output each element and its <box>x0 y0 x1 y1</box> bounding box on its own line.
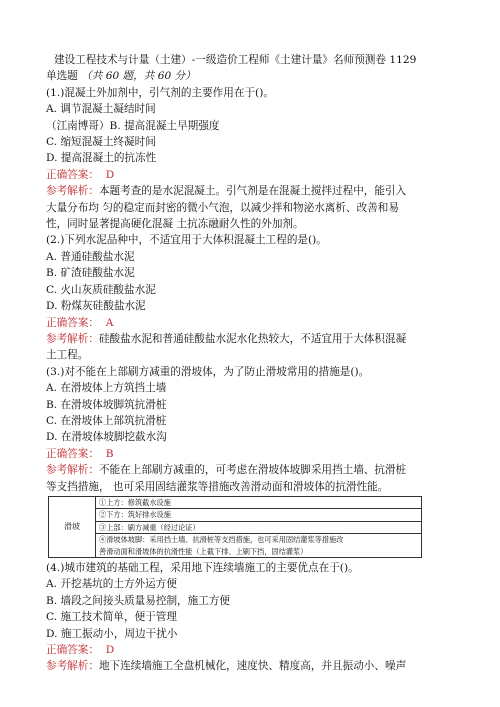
table-head-cell: 滑坡 <box>49 496 96 557</box>
option-c: C. 缩短混凝土终凝时间 <box>46 136 156 149</box>
answer-value: A <box>105 316 114 329</box>
answer-label: 正确答案： <box>46 644 99 657</box>
option-a: A. 调节混凝土凝结时间 <box>46 103 156 116</box>
option-b: （江南博哥）B. 提高混凝土早期强度 <box>46 119 220 132</box>
answer-line <box>46 446 466 462</box>
option-d: D. 施工振动小，周边干扰小 <box>46 627 178 640</box>
answer-value: D <box>105 168 115 181</box>
explanation <box>46 331 466 347</box>
explanation-label: 参考解析： <box>46 464 99 477</box>
question-1 <box>46 85 466 233</box>
explanation-cont: 大量分布均 匀的稳定而封密的微小气泡，以减少拌和物泌水离析、改善和易 <box>46 201 399 214</box>
question-stem: (1.)混凝土外加剂中，引气剂的主要作用在于()。 <box>46 86 274 99</box>
option-b: B. 在滑坡体坡脚筑抗滑桩 <box>46 398 167 411</box>
explanation-label: 参考解析： <box>46 660 99 673</box>
question-stem: (2.)下列水泥品种中，不适宜用于大体积混凝土工程的是()。 <box>46 234 327 247</box>
option-c: C. 施工技术简单，便于管理 <box>46 611 177 624</box>
answer-value: D <box>105 644 115 657</box>
option-c: C. 在滑坡体上部筑抗滑桩 <box>46 414 167 427</box>
explanation-cont: 性，同时显著提高硬化混凝 土抗冻融耐久性的外加剂。 <box>46 218 304 231</box>
question-stem: (3.)对不能在上部刷方减重的滑坡体，为了防止滑坡常用的措施是()。 <box>46 365 370 378</box>
explanation <box>46 183 466 199</box>
section-name: 单选题 <box>46 70 78 83</box>
option-d: D. 提高混凝土的抗冻性 <box>46 152 157 165</box>
table-row: ②下方：筑好排水设施 <box>96 509 422 521</box>
table-row: ③上部：刷方减重（经过论证） <box>96 521 422 533</box>
explanation-label: 参考解析： <box>46 185 99 198</box>
table-row: ①上方：修筑截水设施 <box>96 496 422 508</box>
section-meta: （共 60 题，共 60 分） <box>81 70 196 83</box>
table-row-text: ④滑坡体坡脚：采用挡土墙、抗滑桩等支挡措施，也可采用固结灌浆等措施改 <box>99 535 344 545</box>
explanation-cont: 土工程。 <box>46 349 89 362</box>
question-4 <box>46 560 466 675</box>
answer-value: B <box>105 447 114 460</box>
explanation-text: 地下连续墙施工全盘机械化，速度快、精度高，并且振动小、噪声 <box>98 660 407 673</box>
question-3 <box>46 364 466 558</box>
landslide-measures-table <box>48 496 422 558</box>
answer-label: 正确答案： <box>46 447 99 460</box>
document-page <box>46 52 466 675</box>
section-header <box>46 68 466 84</box>
document-title: 建设工程技术与计量（土建）-一级造价工程师《土建计量》名师预测卷 1129 <box>54 54 417 66</box>
option-a: A. 普通硅酸盐水泥 <box>46 250 135 263</box>
option-a: A. 在滑坡体上方筑挡土墙 <box>46 382 167 395</box>
explanation <box>46 462 466 478</box>
answer-line <box>46 315 466 331</box>
explanation-text: 硅酸盐水泥和普通硅酸盐水泥水化热较大，不适宜用于大体积混凝 <box>98 332 407 345</box>
question-stem: (4.)城市建筑的基础工程，采用地下连续墙施工的主要优点在于()。 <box>46 562 359 574</box>
explanation-text: 不能在上部刷方减重的，可考虑在滑坡体坡脚采用挡土墙、抗滑桩 <box>98 464 407 477</box>
option-a: A. 开挖基坑的土方外运方便 <box>46 578 177 591</box>
answer-line <box>46 642 466 658</box>
answer-line <box>46 167 466 183</box>
question-2 <box>46 232 466 363</box>
explanation-cont: 等支挡措施， 也可采用固结灌浆等措施改善滑动面和滑坡体的抗滑性能。 <box>46 480 389 493</box>
explanation-text: 本题考查的是水泥混凝土。引气剂是在混凝土搅拌过程中，能引入 <box>98 185 407 198</box>
answer-label: 正确答案： <box>46 316 99 329</box>
option-d: D. 粉煤灰硅酸盐水泥 <box>46 300 146 313</box>
explanation <box>46 658 466 674</box>
table-row <box>96 534 422 558</box>
answer-label: 正确答案： <box>46 168 99 181</box>
option-c: C. 火山灰质硅酸盐水泥 <box>46 283 156 296</box>
table-row-text: 善滑动面和滑坡体的抗滑性能（上截下排、上刷下挡，固结灌浆） <box>99 546 308 556</box>
option-b: B. 矿渣硅酸盐水泥 <box>46 267 135 280</box>
option-b: B. 墙段之间接头质量易控制，施工方便 <box>46 594 231 607</box>
option-d: D. 在滑坡体坡脚挖截水沟 <box>46 431 167 444</box>
explanation-label: 参考解析： <box>46 332 99 345</box>
